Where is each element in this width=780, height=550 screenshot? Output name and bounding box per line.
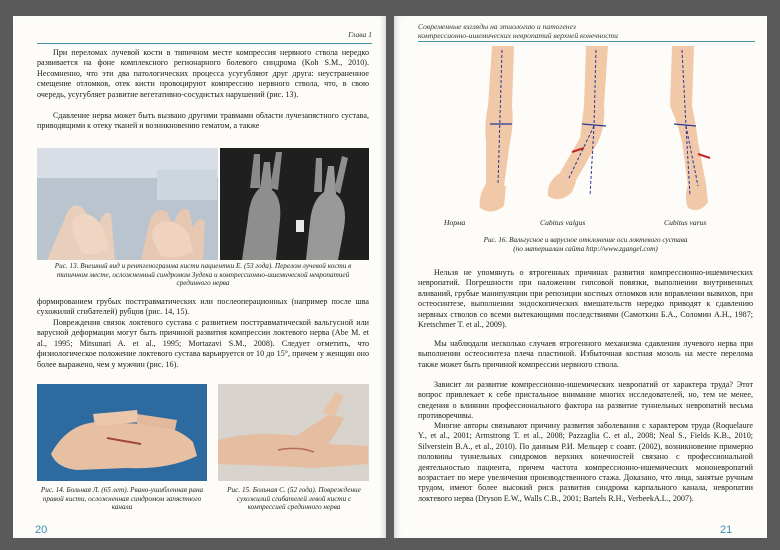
page-number: 21 [720,524,733,536]
arm-cubitus-valgus [548,46,608,199]
fig16-label-valgus: Cubitus valgus [540,218,586,227]
fig15-caption: Рис. 15. Больная С. (52 года). Повреждение сухожилий сгибателей левой кисти с компрессией срединного нерва [227,486,361,512]
header-rule [418,41,755,42]
fig14-caption: Рис. 14. Больная Л. (65 лет). Рвано-ушибленная рана правой кисти, осложненная синдромом запястного канала [40,486,204,512]
running-header [418,22,618,40]
fig14-hand-wound-photo [37,384,207,481]
fig16-caption-line1: Рис. 16. Вальгусное и варусное отклонение оси локтевого сустава [483,236,688,244]
fig13-hands-photo [37,148,218,260]
fig13-xray-photo [220,148,369,260]
header-rule [37,43,372,44]
page-number: 20 [35,524,48,536]
right-page [394,16,767,538]
paragraph: При переломах лучевой кости в типичном месте компрессия нервного ствола нередко развивается на фоне комплексного регионарного болевого синдрома (Koh S.M., 2010). Несомненно, что эти два патологических процесса усугубляют друг друга: неустраненное смещение отломков, отек кисти провоцируют компрессию нервного ствола, что, в свою очередь, усугубляет развитие вегетативно-сосудистых нарушений (рис. 13). [37,48,369,99]
paragraph: Сдавление нерва может быть вызвано другими травмами области лучезапястного сустава, приводящими к отеку тканей и возникновению гематом, а также [37,111,369,131]
paragraph: Нельзя не упомянуть о ятрогенных причинах развития компрессионно-ишемических невропатий. Погрешности при наложении гипсовой повязки, выполнении внутривенных вливаний, грубые манипуляции при репозиции костных отломков или вправлении вывихов, при остеосинтезе, выполнении эндоскопических вмешательств нередко приводят к сдавлению нервных стволов со всеми вытекающими последствиями (Самоткин Б.А., Соломин А.Н., 1987; Kretschmer T. et al., 2009). [418,268,753,330]
fig16-caption-line2: (по материалам сайта http://www.zgangel.com) [513,244,658,253]
paragraph: Зависит ли развитие компрессионно-ишемических невропатий от характера труда? Этот вопрос привлекает к себе пристальное внимание многих исследователей, но, тем не менее, сведения о влиянии профессионального фактора на развитие туннельных невропатий весьма противоречивы. [418,380,753,421]
arm-cubitus-varus [670,46,710,210]
fig13-caption: Рис. 13. Внешний вид и рентгенограмма кисти пациентки Е. (53 года). Перелом лучевой кости в типичном месте, осложненный синдромом Зудека и компрессионно-ишемической невропатией срединного нерва [54,262,352,288]
paragraph: Многие авторы связывают причину развития заболевания с характером труда (Roquelaure Y., et al., 2001; Armstrong T. et al., 2008; Pazzaglia C. et al., 2008; Neal S., Fields K.B., 2010; Silverstein B.A., et al., 2010). По данным Р.И. Мельцер с соавт. (2002), возникновение примерно половины туннельных синдромов верхних конечностей связано с профессиональной деятельностью пациента, причем частота компрессионно-ишемических мононевропатий возрастает по мере увеличения производственного стажа. Доказано, что лица, занятые ручным трудом, имеют более высокий риск развития синдрома карпального канала, невропатии локтевого нерва (Dryson E.W., Walls C.B., 2001; Bartels R.H., VerbeekA.L., 2007). [418,421,753,503]
paragraph: Мы наблюдали несколько случаев ятрогенного механизма сдавления лучевого нерва при выполнении остеосинтеза плеча пластиной. Избыточная костная мозоль на месте перелома также может быть причиной компрессии нервного ствола. [418,339,753,369]
paragraph: формированием грубых посттравматических или послеоперационных (например после шва сухожилий сгибателей) рубцов (рис. 14, 15). [37,297,369,317]
left-page [13,16,386,538]
arm-normal [480,46,514,212]
running-header-line2: компрессионно-ишемических невропатий верхней конечности [418,31,618,40]
paragraph: Повреждения связок локтевого сустава с развитием посттравматической вальгусной или варусной деформации могут быть причиной развития компрессии локтевого нерва (Abe M. et al., 1995; Mitsunari A. et al., 1995; Mortazavi S.M., 2008). Следует отметить, что физиологическое положение локтевого сустава варьируется от 10 до 15°, причем у женщин оно более выражено, чем у мужчин (рис. 16). [37,318,369,369]
chapter-header: Глава 1 [348,30,372,39]
fig15-hand-photo [218,384,369,481]
fig16-elbow-axis-diagram [434,46,734,216]
fig16-caption [418,236,753,253]
fig16-label-normal: Норма [444,218,466,227]
running-header-line1: Современные взгляды на этиологию и патогенез [418,22,576,31]
fig16-label-varus: Cubitus varus [664,218,707,227]
